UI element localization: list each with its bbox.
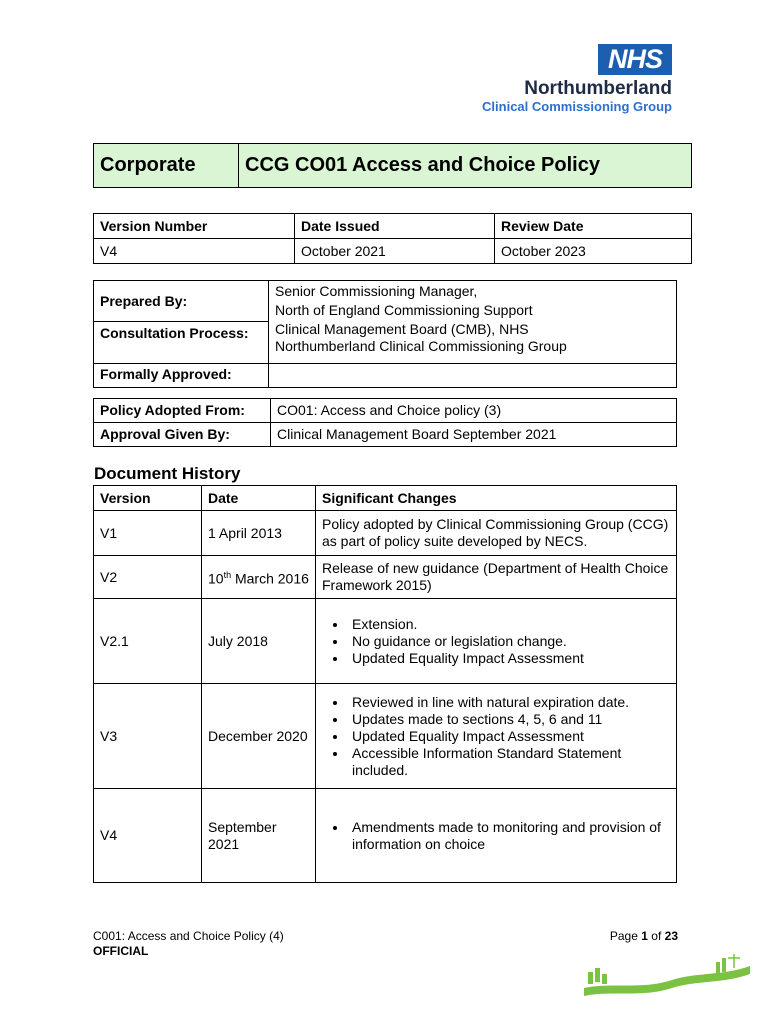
org-subtitle: Clinical Commissioning Group bbox=[482, 99, 672, 114]
policy-adopted-value: CO01: Access and Choice policy (3) bbox=[271, 399, 677, 423]
history-change bbox=[316, 684, 677, 789]
list-item: • No guidance or legislation change. bbox=[348, 633, 670, 650]
approval-given-value: Clinical Management Board September 2021 bbox=[271, 423, 677, 447]
table-row bbox=[94, 511, 677, 556]
history-date: July 2018 bbox=[202, 599, 316, 684]
history-version: V1 bbox=[94, 511, 202, 556]
footer-classification: OFFICIAL bbox=[93, 944, 149, 958]
date-issued-value: October 2021 bbox=[295, 239, 495, 264]
history-change bbox=[316, 599, 677, 684]
prepared-table bbox=[93, 280, 677, 388]
consultation-label: Consultation Process: bbox=[94, 322, 269, 364]
table-row bbox=[94, 789, 677, 883]
history-version: V2 bbox=[94, 556, 202, 599]
category-cell: Corporate bbox=[94, 144, 239, 188]
page-number: Page 1 of 23 bbox=[609, 929, 678, 943]
history-header-date: Date bbox=[202, 486, 316, 511]
history-version: V2.1 bbox=[94, 599, 202, 684]
landscape-logo-icon bbox=[582, 952, 752, 1000]
document-history-table bbox=[93, 485, 677, 883]
header-review-date: Review Date bbox=[495, 214, 692, 239]
table-row bbox=[94, 599, 677, 684]
history-header-version: Version bbox=[94, 486, 202, 511]
policy-table bbox=[93, 398, 677, 447]
title-table bbox=[93, 143, 692, 188]
policy-adopted-label: Policy Adopted From: bbox=[94, 399, 271, 423]
prepared-by-line2: North of England Commissioning Support bbox=[275, 302, 533, 318]
prepared-by-label: Prepared By: bbox=[94, 281, 269, 322]
history-date: 1 April 2013 bbox=[202, 511, 316, 556]
history-date: September 2021 bbox=[202, 789, 316, 883]
policy-title-cell: CCG CO01 Access and Choice Policy bbox=[239, 144, 692, 188]
history-change bbox=[316, 789, 677, 883]
list-item: • Extension. bbox=[348, 616, 670, 633]
nhs-logo-badge: NHS bbox=[598, 44, 672, 75]
review-date-value: October 2023 bbox=[495, 239, 692, 264]
prepared-by-line1: Senior Commissioning Manager, bbox=[275, 283, 478, 299]
formally-approved-value bbox=[269, 364, 677, 388]
history-version: V4 bbox=[94, 789, 202, 883]
approval-given-label: Approval Given By: bbox=[94, 423, 271, 447]
version-table bbox=[93, 213, 692, 264]
org-name: Northumberland bbox=[524, 78, 672, 99]
history-change: Policy adopted by Clinical Commissioning Group (CCG) as part of policy suite developed by NECS. bbox=[316, 511, 677, 556]
table-row bbox=[94, 556, 677, 599]
table-row bbox=[94, 684, 677, 789]
prepared-consultation-cell bbox=[269, 281, 677, 364]
list-item: • Accessible Information Standard Statement included. bbox=[348, 745, 670, 779]
list-item: • Reviewed in line with natural expiration date. bbox=[348, 694, 670, 711]
header-date-issued: Date Issued bbox=[295, 214, 495, 239]
history-date: December 2020 bbox=[202, 684, 316, 789]
list-item: • Updated Equality Impact Assessment bbox=[348, 650, 670, 667]
list-item: • Amendments made to monitoring and provision of information on choice bbox=[348, 819, 670, 853]
history-header-changes: Significant Changes bbox=[316, 486, 677, 511]
history-change: Release of new guidance (Department of Health Choice Framework 2015) bbox=[316, 556, 677, 599]
list-item: • Updated Equality Impact Assessment bbox=[348, 728, 670, 745]
history-version: V3 bbox=[94, 684, 202, 789]
version-number-value: V4 bbox=[94, 239, 295, 264]
consultation-line1: Clinical Management Board (CMB), NHS bbox=[275, 321, 529, 337]
list-item: • Updates made to sections 4, 5, 6 and 11 bbox=[348, 711, 670, 728]
header-version-number: Version Number bbox=[94, 214, 295, 239]
consultation-line2: Northumberland Clinical Commissioning Group bbox=[275, 338, 567, 354]
document-history-heading: Document History bbox=[94, 464, 241, 483]
footer-doc-ref: C001: Access and Choice Policy (4) bbox=[93, 929, 284, 943]
formally-approved-label: Formally Approved: bbox=[94, 364, 269, 388]
footer-left bbox=[93, 929, 284, 959]
history-date: 10th March 2016 bbox=[202, 556, 316, 599]
